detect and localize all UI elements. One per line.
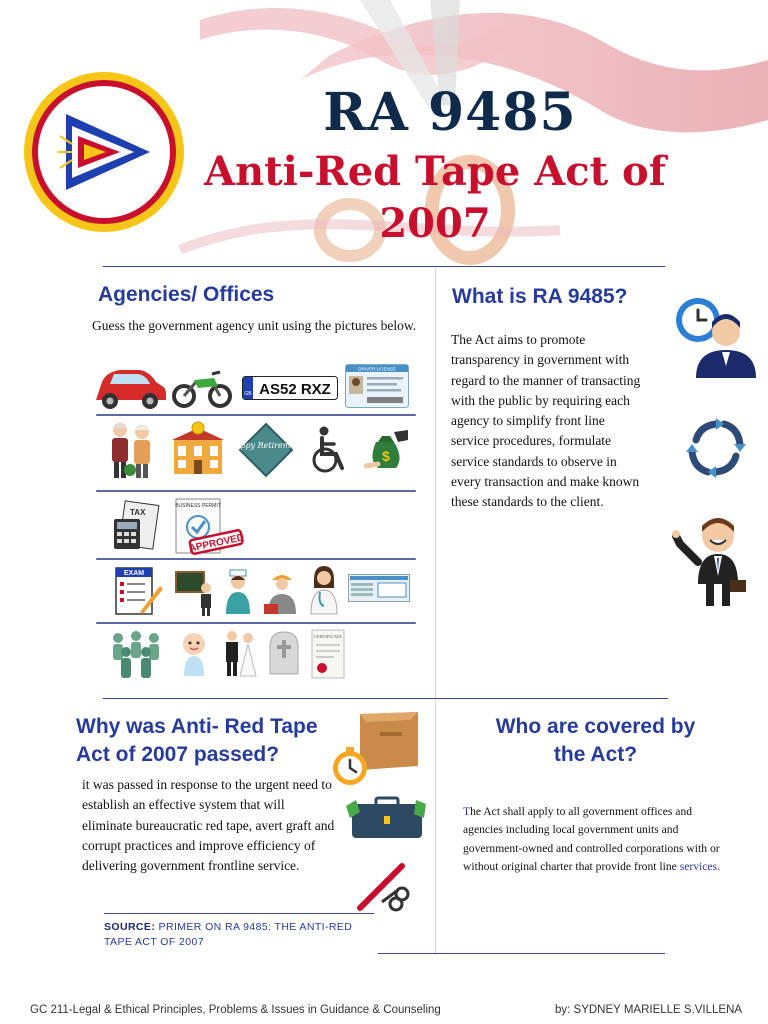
happy-businessman-icon	[672, 514, 756, 610]
upper-vertical-divider	[435, 268, 436, 698]
why-body: it was passed in response to the urgent need to establish an effective system that will eliminate bureaucratic red tape, avert graft and corrupt practices and improve efficiency of delivering government frontline service.	[82, 777, 335, 874]
scissors-red-tape-icon	[354, 862, 410, 916]
exam-paper-icon	[112, 564, 164, 618]
agencies-title: Agencies/ Offices	[98, 283, 275, 306]
picture-row-1	[92, 362, 417, 420]
footer-course: GC 211-Legal & Ethical Principles, Problems & Issues in Guidance & Counseling	[30, 1004, 441, 1016]
agencies-description: Guess the government agency unit using the pictures below.	[92, 318, 417, 333]
approved-stamp-text: APPROVED	[187, 532, 246, 555]
car-icon	[92, 364, 168, 410]
tombstone-icon	[266, 630, 302, 676]
page-title: RA 9485	[323, 82, 577, 143]
retirement-sign-icon	[228, 422, 304, 478]
what-title: What is RA 9485?	[452, 285, 628, 308]
crowd-icon	[108, 630, 164, 680]
plate-country-text: GB	[244, 391, 252, 397]
license-plate-icon	[242, 376, 338, 400]
picture-row-4	[92, 562, 417, 622]
picture-row-5	[92, 626, 417, 684]
lower-vertical-divider	[435, 700, 436, 955]
who-title: Who are covered by the Act?	[495, 715, 696, 766]
permit-doc-text: BUSINESS PERMIT	[175, 503, 221, 509]
who-body-accent: services.	[679, 860, 720, 874]
why-title: Why was Anti- Red Tape Act of 2007 passed?	[76, 715, 318, 766]
doctor-icon	[308, 564, 340, 616]
elderly-couple-icon	[106, 420, 156, 480]
picture-row-separator	[96, 558, 416, 560]
who-body-initial: T	[463, 805, 471, 818]
top-divider	[103, 266, 665, 267]
source-citation	[104, 913, 374, 950]
wedding-couple-icon	[220, 628, 260, 678]
license-card-text: DRIVER LICENSE	[358, 366, 396, 372]
picture-row-separator	[96, 490, 416, 492]
source-text: PRIMER ON RA 9485: THE ANTI-RED TAPE ACT OF 2007	[104, 921, 353, 948]
briefcase-money-icon	[346, 796, 428, 840]
source-label: SOURCE:	[104, 921, 156, 933]
institution-logo	[22, 70, 186, 234]
bottom-divider	[378, 953, 665, 954]
footer-author: by: SYDNEY MARIELLE S.VILLENA	[555, 1004, 743, 1016]
certificate-text: CERTIFICATE	[314, 634, 342, 639]
picture-row-2	[92, 420, 417, 478]
bank-building-icon	[168, 422, 228, 478]
who-body	[463, 803, 733, 877]
certificate-icon	[308, 628, 348, 680]
picture-row-separator	[96, 622, 416, 624]
refresh-cycle-icon	[684, 416, 748, 480]
middle-divider	[103, 698, 668, 699]
computer-screen-icon	[348, 574, 410, 602]
money-bag-hand-icon	[364, 426, 410, 474]
stopwatch-box-icon	[330, 710, 422, 790]
page-subtitle-line1: Anti-Red Tape Act of	[204, 148, 666, 195]
tax-calculator-icon	[112, 501, 158, 551]
tax-doc-text: TAX	[130, 508, 146, 517]
nurse-icon	[222, 568, 254, 616]
plate-number-text: AS52 RXZ	[259, 381, 331, 398]
baby-icon	[178, 630, 210, 678]
drivers-license-icon	[345, 364, 409, 408]
picture-row-separator	[96, 414, 416, 416]
who-body-main: he Act shall apply to all government offices and agencies including local government units and government-owned and controlled corporations with or without original charter that provide front line	[463, 805, 720, 874]
wheelchair-icon	[310, 426, 350, 476]
worker-icon	[262, 570, 302, 616]
clock-agent-icon	[672, 296, 758, 380]
svg-text:$: $	[382, 448, 390, 464]
teacher-icon	[176, 570, 216, 618]
page-subtitle-line2: 2007	[379, 200, 491, 247]
what-body: The Act aims to promote transparency in government with regard to the manner of transacting with the public by requiring each agency to simplify front line service procedures, formulate service standards to observe in every transaction and make known these standards to the client.	[451, 332, 641, 510]
retirement-sign-text: Happy Retirement	[228, 441, 304, 450]
approved-permit-icon	[172, 497, 246, 557]
motorcycle-icon	[172, 366, 232, 410]
exam-header-text: EXAM	[123, 570, 145, 577]
page-subtitle	[195, 146, 675, 250]
picture-row-3	[92, 495, 417, 559]
